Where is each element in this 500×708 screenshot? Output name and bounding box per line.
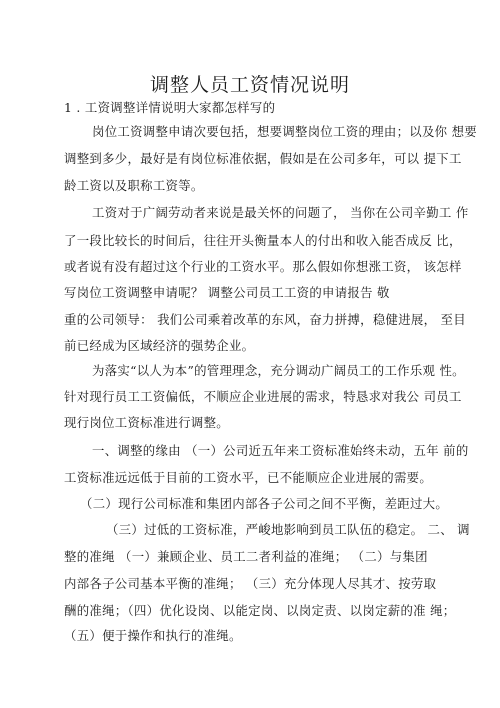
text-line: 针对现行员工工资偏低，不顺应企业进展的需求，特恳求对我公 司员工 xyxy=(64,389,462,404)
document-title: 调整人员工资情况说明 xyxy=(149,74,350,96)
text-line: 或者说有没有超过这个行业的工资水平。那么假如你想涨工资， 该怎样 xyxy=(64,259,462,274)
text-line: 写岗位工资调整申请呢？ 调整公司员工工资的申请报告 敬 xyxy=(64,285,390,300)
text-line: 岗位工资调整申请次要包括，想要调整岗位工资的理由；以及你 想要 xyxy=(92,124,477,139)
text-line: 前已经成为区域经济的强势企业。 xyxy=(64,338,255,353)
text-line: 内部各子公司基本平衡的准绳； （三）充分体现人尽其才、按劳取 xyxy=(64,576,437,591)
text-line: 整的准绳 （一）兼顾企业、员工二者利益的准绳； （二）与集团 xyxy=(64,549,428,564)
text-line: 了一段比较长的时间后，往往开头衡量本人的付出和收入能否成反 比， xyxy=(64,233,462,248)
text-line: 工资标准远远低于目前的工资水平，已不能顺应企业进展的需要。 xyxy=(64,470,433,485)
text-line: （二）现行公司标准和集团内部各子公司之间不平衡，差距过大。 xyxy=(80,496,449,511)
text-line: （三）过低的工资标准，严峻地影响到员工队伍的稳定。 二、 调 xyxy=(106,522,470,537)
text-line: 重的公司领导： 我们公司乘着改革的东风，奋力拼搏，稳健进展， 至目 xyxy=(64,312,466,327)
text-line: 酬的准绳；（四）优化设岗、以能定岗、以岗定责、以岗定薪的准 绳； xyxy=(64,603,456,618)
text-line: 现行岗位工资标准进行调整。 xyxy=(64,415,229,430)
text-line: 一、调整的缘由 （一）公司近五年来工资标准始终未动，五年 前的 xyxy=(92,443,469,458)
text-line: 龄工资以及职称工资等。 xyxy=(64,178,204,193)
text-line: （五）便于操作和执行的准绳。 xyxy=(64,628,242,643)
text-line: 调整到多少，最好是有岗位标准依据，假如是在公司多年，可以 提下工 xyxy=(64,151,462,166)
text-line: 工资对于广阔劳动者来说是最关怀的问题了， 当你在公司辛勤工 作 xyxy=(92,205,469,220)
section-heading: 1 . 工资调整详情说明大家都怎样写的 xyxy=(64,100,276,115)
text-line: 为落实“以人为本”的管理理念，充分调动广阔员工的工作乐观 性。 xyxy=(92,363,465,378)
